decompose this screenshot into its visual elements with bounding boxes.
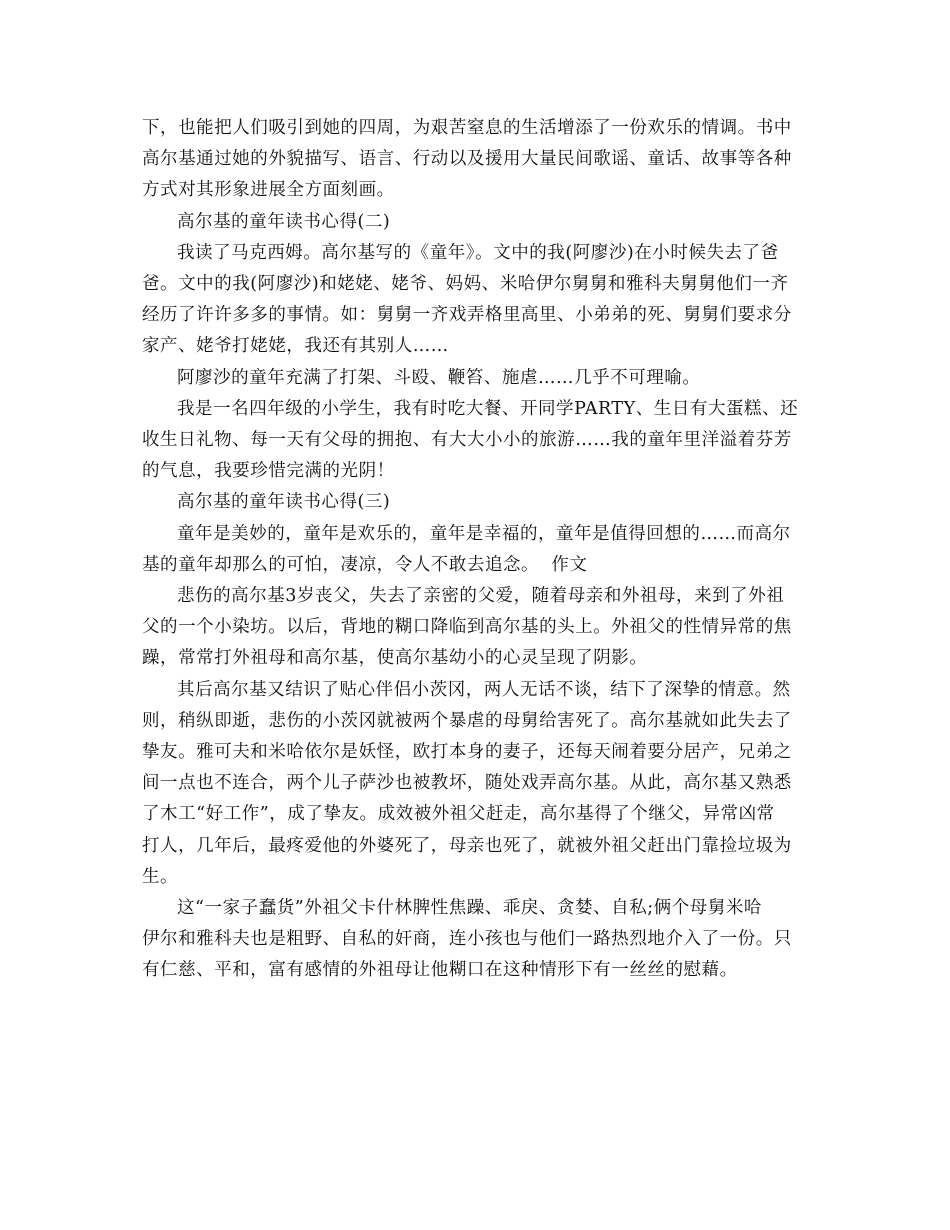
- text-line: 方式对其形象进展全方面刻画。: [142, 180, 395, 201]
- text-line: 了木工“好工作”，成了挚友。成效被外祖父赶走，高尔基得了个继父，异常凶常: [142, 804, 775, 825]
- text-line: 收生日礼物、每一天有父母的拥抱、有大大小小的旅游……我的童年里洋溢着芬芳: [142, 430, 792, 451]
- paragraph: [142, 581, 812, 675]
- text-line: 家产、姥爷打姥姥，我还有其别人……: [142, 336, 449, 357]
- paragraph: [142, 519, 812, 581]
- text-line: 经历了许许多多的事情。如：舅舅一齐戏弄格里高里、小弟弟的死、舅舅们要求分: [142, 305, 792, 326]
- heading-text: 高尔基的童年读书心得(二): [177, 211, 391, 232]
- text-line: 爸。文中的我(阿廖沙)和姥姥、姥爷、妈妈、米哈伊尔舅舅和雅科夫舅舅他们一齐: [142, 274, 789, 295]
- text-line: 我读了马克西姆。高尔基写的《童年》。文中的我(阿廖沙)在小时候失去了爸: [177, 242, 779, 263]
- text-line: 悲伤的高尔基3岁丧父，失去了亲密的父爱，随着母亲和外祖母，来到了外祖: [177, 586, 785, 607]
- text-line: 有仁慈、平和，富有感情的外祖母让他糊口在这种情形下有一丝丝的慰藉。: [142, 960, 738, 981]
- paragraph: [142, 238, 812, 363]
- text-line: 阿廖沙的童年充满了打架、斗殴、鞭笞、施虐……几乎不可理喻。: [177, 367, 701, 388]
- document-body: [142, 113, 812, 987]
- text-line: 挚友。雅可夫和米哈依尔是妖怪，欧打本身的妻子，还每天闹着要分居产，兄弟之: [142, 742, 792, 763]
- paragraph: [142, 893, 812, 987]
- text-line: 我是一名四年级的小学生，我有时吃大餐、开同学PARTY、生日有大蛋糕、还: [177, 398, 799, 419]
- text-line: 生。: [142, 866, 179, 887]
- text-line: 的气息，我要珍惜完满的光阴！: [142, 461, 395, 482]
- paragraph: [142, 394, 812, 488]
- text-line: 躁，常常打外祖母和高尔基，使高尔基幼小的心灵呈现了阴影。: [142, 648, 648, 669]
- text-line: 其后高尔基又结识了贴心伴侣小茨冈，两人无话不谈，结下了深挚的情意。然: [177, 679, 791, 700]
- text-line: 高尔基通过她的外貌描写、语言、行动以及援用大量民间歌谣、童话、故事等各种: [142, 149, 792, 170]
- text-line: 童年是美妙的，童年是欢乐的，童年是幸福的，童年是值得回想的……而高尔: [177, 523, 791, 544]
- paragraph: [142, 675, 812, 893]
- text-line: 这“一家子蠢货”外祖父卡什林脾性焦躁、乖戾、贪婪、自私;俩个母舅米哈: [177, 898, 762, 919]
- text-line: 打人，几年后，最疼爱他的外婆死了，母亲也死了，就被外祖父赶出门靠捡垃圾为: [142, 835, 792, 856]
- text-line: 伊尔和雅科夫也是粗野、自私的奸商，连小孩也与他们一路热烈地介入了一份。只: [142, 929, 792, 950]
- text-line: 间一点也不连合，两个儿子萨沙也被教坏，随处戏弄高尔基。从此，高尔基又熟悉: [142, 773, 792, 794]
- section-heading-3: [142, 487, 812, 518]
- paragraph-continuation: [142, 113, 812, 207]
- text-line: 基的童年却那么的可怕，凄凉，令人不敢去追念。 作文: [142, 554, 588, 575]
- text-line: 则，稍纵即逝，悲伤的小茨冈就被两个暴虐的母舅给害死了。高尔基就如此失去了: [142, 710, 792, 731]
- text-line: 下，也能把人们吸引到她的四周，为艰苦窒息的生活增添了一份欢乐的情调。书中: [142, 118, 792, 138]
- paragraph: [142, 363, 812, 394]
- text-line: 父的一个小染坊。以后，背地的糊口降临到高尔基的头上。外祖父的性情异常的焦: [142, 617, 792, 638]
- section-heading-2: [142, 207, 812, 238]
- heading-text: 高尔基的童年读书心得(三): [177, 492, 391, 513]
